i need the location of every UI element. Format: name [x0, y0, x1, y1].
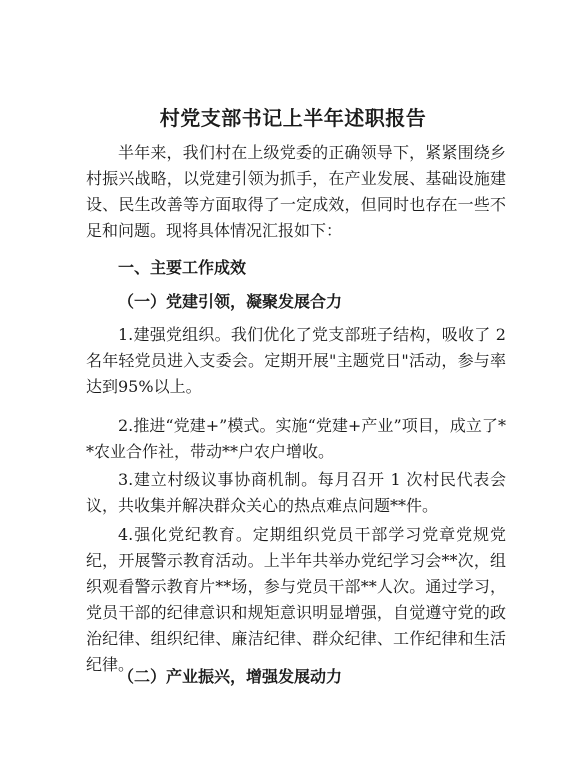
paragraph-item-1: 1.建强党组织。我们优化了党支部班子结构，吸收了 2 名年轻党员进入支委会。定期开展"主题党日"活动，参与率达到95%以上。 — [86, 325, 506, 396]
paragraph-item-4: 4.强化党纪教育。定期组织党员干部学习党章党规党纪，开展警示教育活动。上半年共举办党纪学习会**次，组织观看警示教育片**场，参与党员干部**人次。通过学习，党员干部的纪律意识和规矩意识明显增强，自觉遵守党的政治纪律、组织纪律、廉洁纪律、群众纪律、工作纪律和生活纪律。 — [86, 525, 506, 674]
document-title: 村党支部书记上半年述职报告 — [159, 106, 427, 130]
intro-paragraph: 半年来，我们村在上级党委的正确领导下，紧紧围绕乡村振兴战略，以党建引领为抓手，在产业发展、基础设施建设、民生改善等方面取得了一定成效，但同时也存在一些不足和问题。现将具体情况汇报如下： — [86, 143, 506, 240]
paragraph-item-2: 2.推进“党建+”模式。实施“党建+产业”项目，成立了**农业合作社，带动**户农户增收。 — [86, 416, 506, 461]
subsection-heading-party-building: （一）党建引领，凝聚发展合力 — [118, 292, 343, 311]
paragraph-item-3: 3.建立村级议事协商机制。每月召开 1 次村民代表会议，共收集并解决群众关心的热点难点问题**件。 — [86, 470, 506, 515]
subsection-heading-industry: （二）产业振兴，增强发展动力 — [118, 667, 343, 686]
section-heading-main-achievements: 一、主要工作成效 — [118, 258, 247, 277]
